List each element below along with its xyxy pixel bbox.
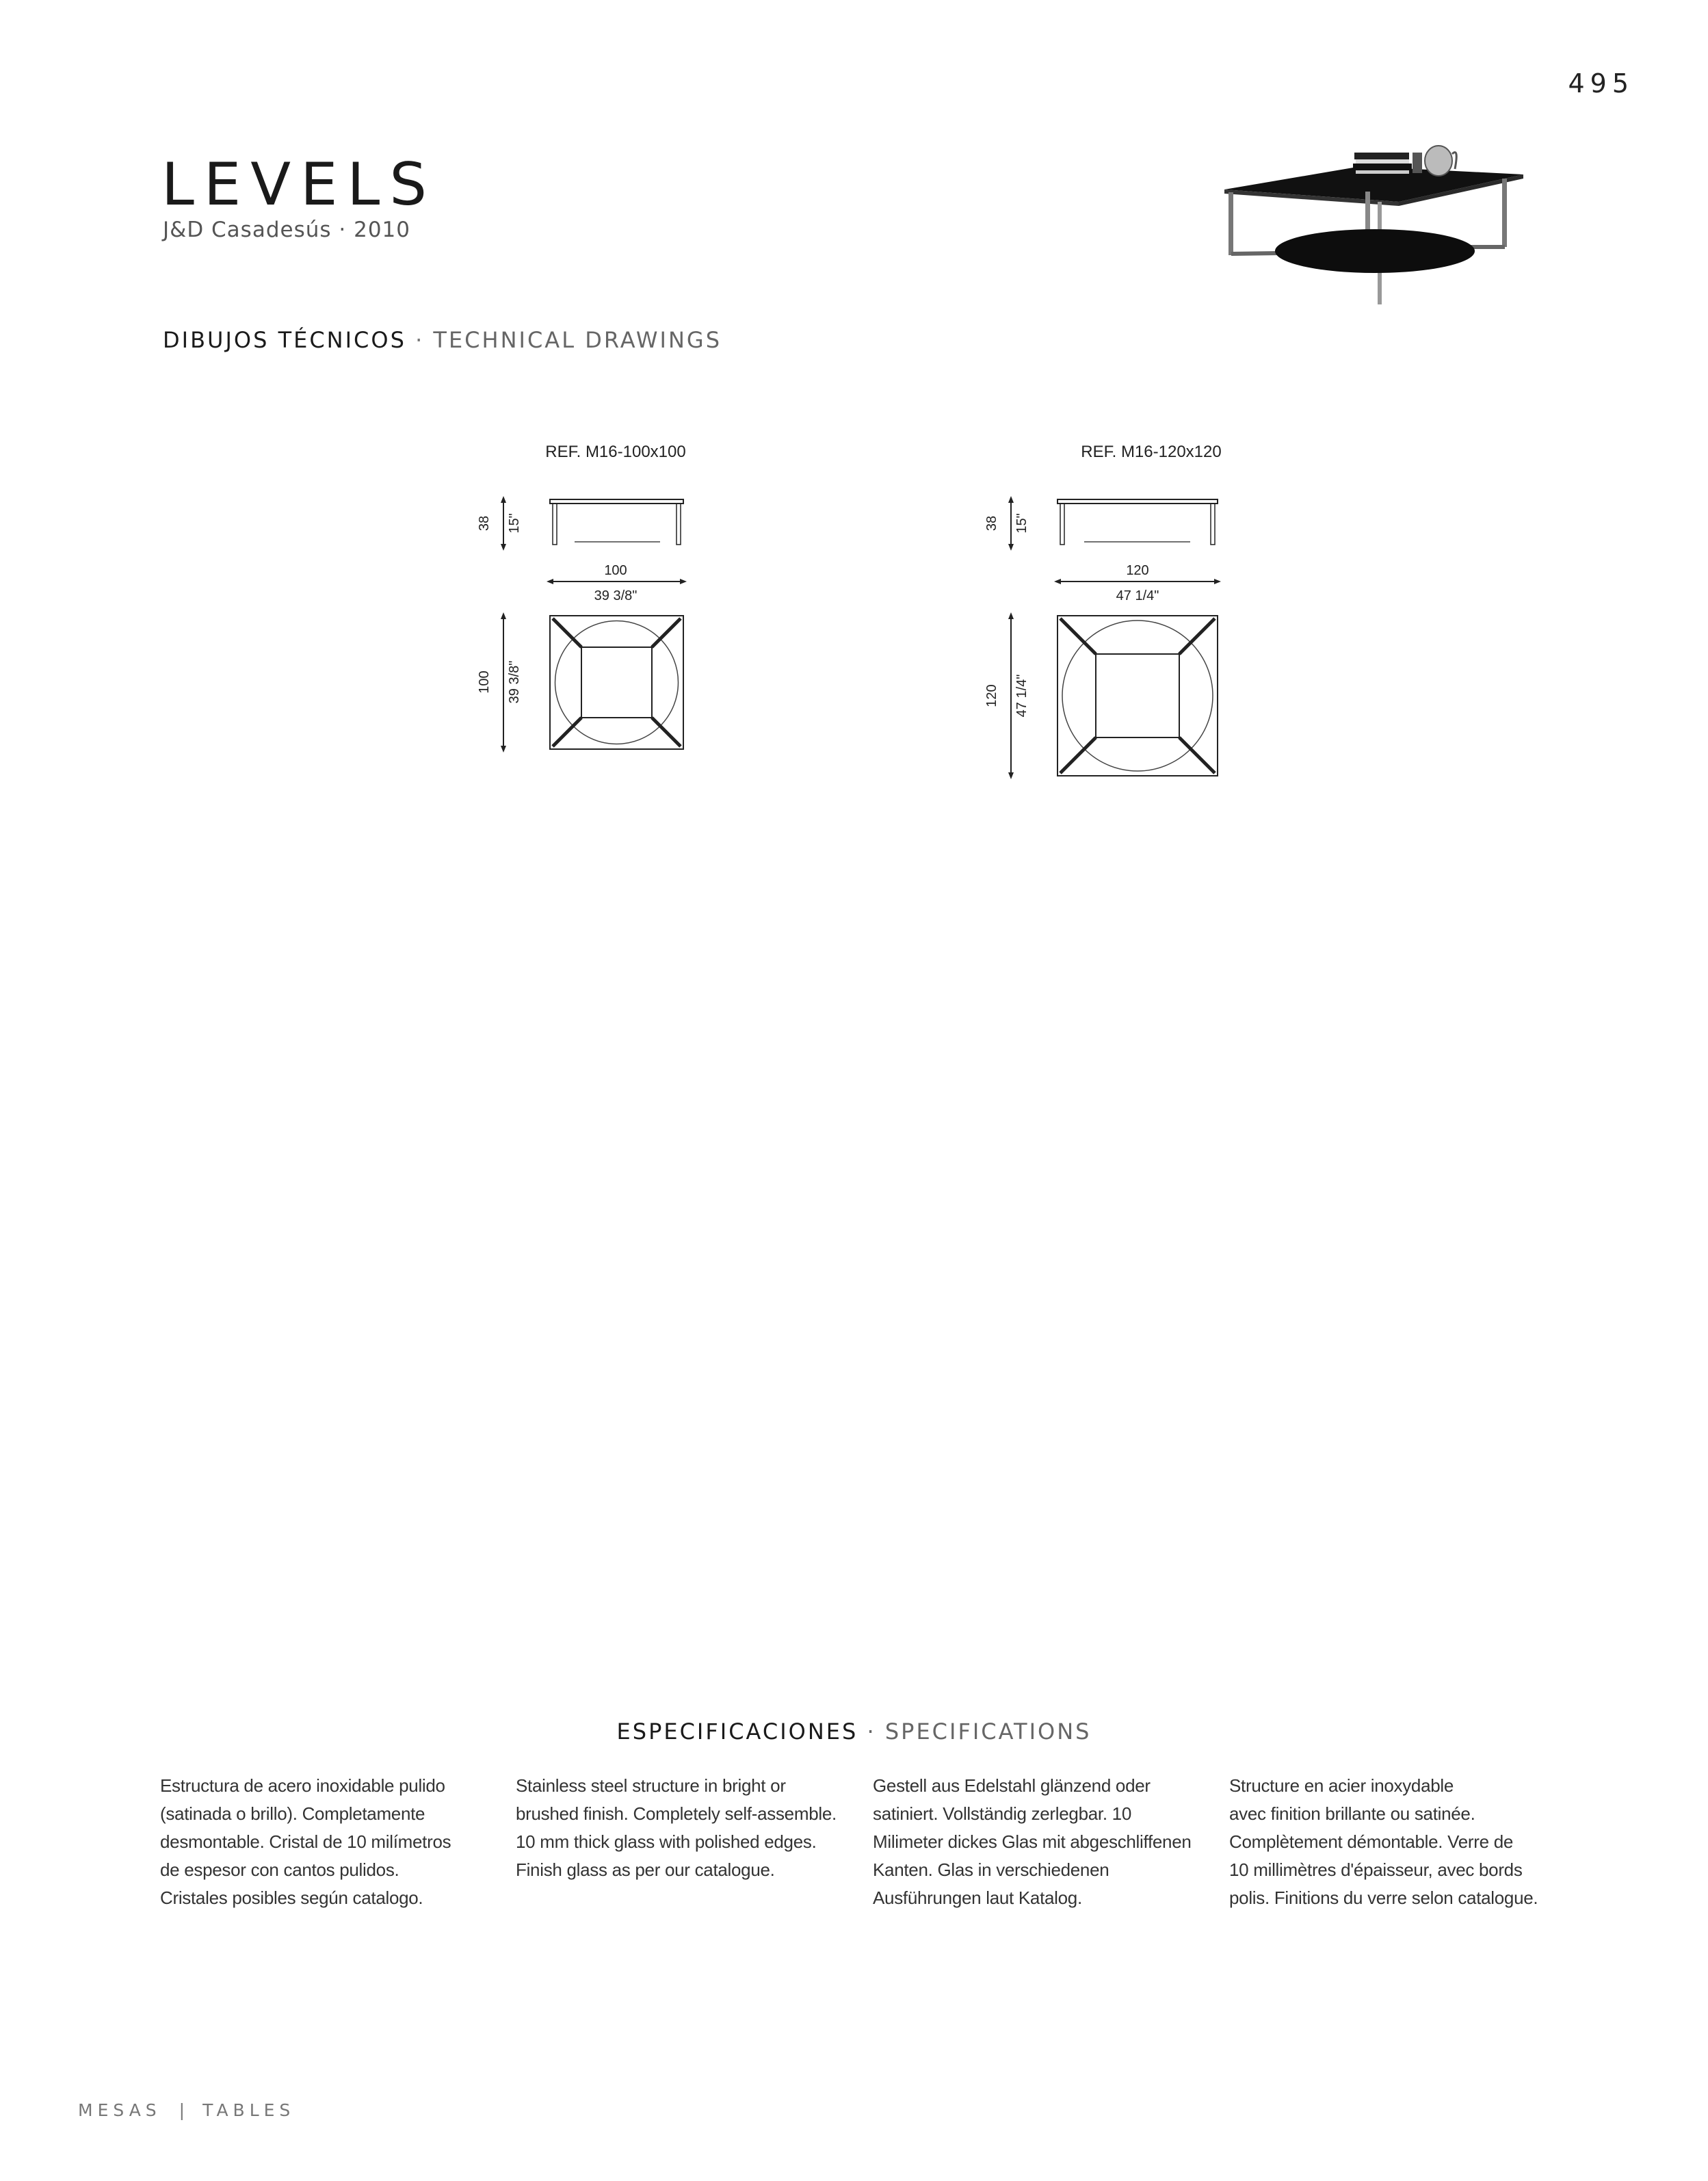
spec-line: 10 millimètres d'épaisseur, avec bords: [1229, 1859, 1523, 1880]
spec-line: (satinada o brillo). Completamente: [160, 1803, 425, 1824]
spec-column-de: [873, 1772, 1201, 1912]
width-in: 39 3/8": [594, 588, 638, 603]
product-designer-year: J&D Casadesús · 2010: [163, 218, 410, 242]
width-cm: 120: [1126, 563, 1149, 578]
footer-left: MESAS: [78, 2100, 161, 2120]
spec-line: Structure en acier inoxydable: [1229, 1775, 1454, 1796]
drawing-ref: REF. M16-100x100: [545, 443, 686, 461]
spec-column-es: [160, 1772, 488, 1912]
technical-drawings: [465, 438, 1286, 807]
spec-line: desmontable. Cristal de 10 milímetros: [160, 1831, 451, 1852]
footer-right: TABLES: [202, 2100, 295, 2120]
heading-en: TECHNICAL DRAWINGS: [433, 327, 722, 353]
spec-line: Stainless steel structure in bright or: [516, 1775, 786, 1796]
drawing-m16-100: [477, 443, 686, 749]
technical-drawings-heading: [163, 327, 722, 353]
spec-line: Ausführungen laut Katalog.: [873, 1888, 1082, 1908]
spec-line: Kanten. Glas in verschiedenen: [873, 1859, 1109, 1880]
depth-in: 47 1/4": [1014, 674, 1029, 718]
spec-line: Gestell aus Edelstahl glänzend oder: [873, 1775, 1151, 1796]
heading-es: DIBUJOS TÉCNICOS: [163, 327, 406, 353]
depth-cm: 120: [984, 684, 999, 707]
spec-line: Finish glass as per our catalogue.: [516, 1859, 775, 1880]
spec-line: avec finition brillante ou satinée.: [1229, 1803, 1475, 1824]
specifications-heading: [0, 1719, 1708, 1745]
heading-en: SPECIFICATIONS: [884, 1719, 1092, 1745]
heading-separator: ·: [858, 1719, 885, 1745]
height-cm: 38: [984, 515, 999, 532]
spec-line: Cristales posibles según catalogo.: [160, 1888, 423, 1908]
width-cm: 100: [604, 563, 627, 578]
heading-es: ESPECIFICACIONES: [616, 1719, 858, 1745]
spec-line: Milimeter dickes Glas mit abgeschliffenen: [873, 1831, 1192, 1852]
depth-cm: 100: [477, 670, 492, 694]
spec-line: brushed finish. Completely self-assemble.: [516, 1803, 837, 1824]
product-title: LEVELS: [161, 151, 436, 219]
footer-divider: |: [179, 2100, 185, 2120]
spec-line: Estructura de acero inoxidable pulido: [160, 1775, 445, 1796]
drawing-m16-120: [984, 443, 1222, 776]
spec-line: Complètement démontable. Verre de: [1229, 1831, 1514, 1852]
page-number: 495: [1568, 68, 1634, 99]
height-in: 15": [1014, 513, 1029, 534]
width-in: 47 1/4": [1116, 588, 1159, 603]
height-cm: 38: [477, 515, 492, 532]
spec-line: satiniert. Vollständig zerlegbar. 10: [873, 1803, 1131, 1824]
depth-in: 39 3/8": [507, 660, 522, 704]
spec-line: 10 mm thick glass with polished edges.: [516, 1831, 817, 1852]
footer-section-label: [78, 2100, 295, 2120]
heading-separator: ·: [406, 327, 434, 353]
drawing-ref: REF. M16-120x120: [1081, 443, 1222, 461]
spec-column-fr: [1229, 1772, 1558, 1912]
spec-line: de espesor con cantos pulidos.: [160, 1859, 399, 1880]
height-in: 15": [507, 513, 522, 534]
spec-line: polis. Finitions du verre selon catalogue.: [1229, 1888, 1538, 1908]
spec-column-en: [516, 1772, 844, 1884]
product-photo: [1224, 127, 1525, 318]
